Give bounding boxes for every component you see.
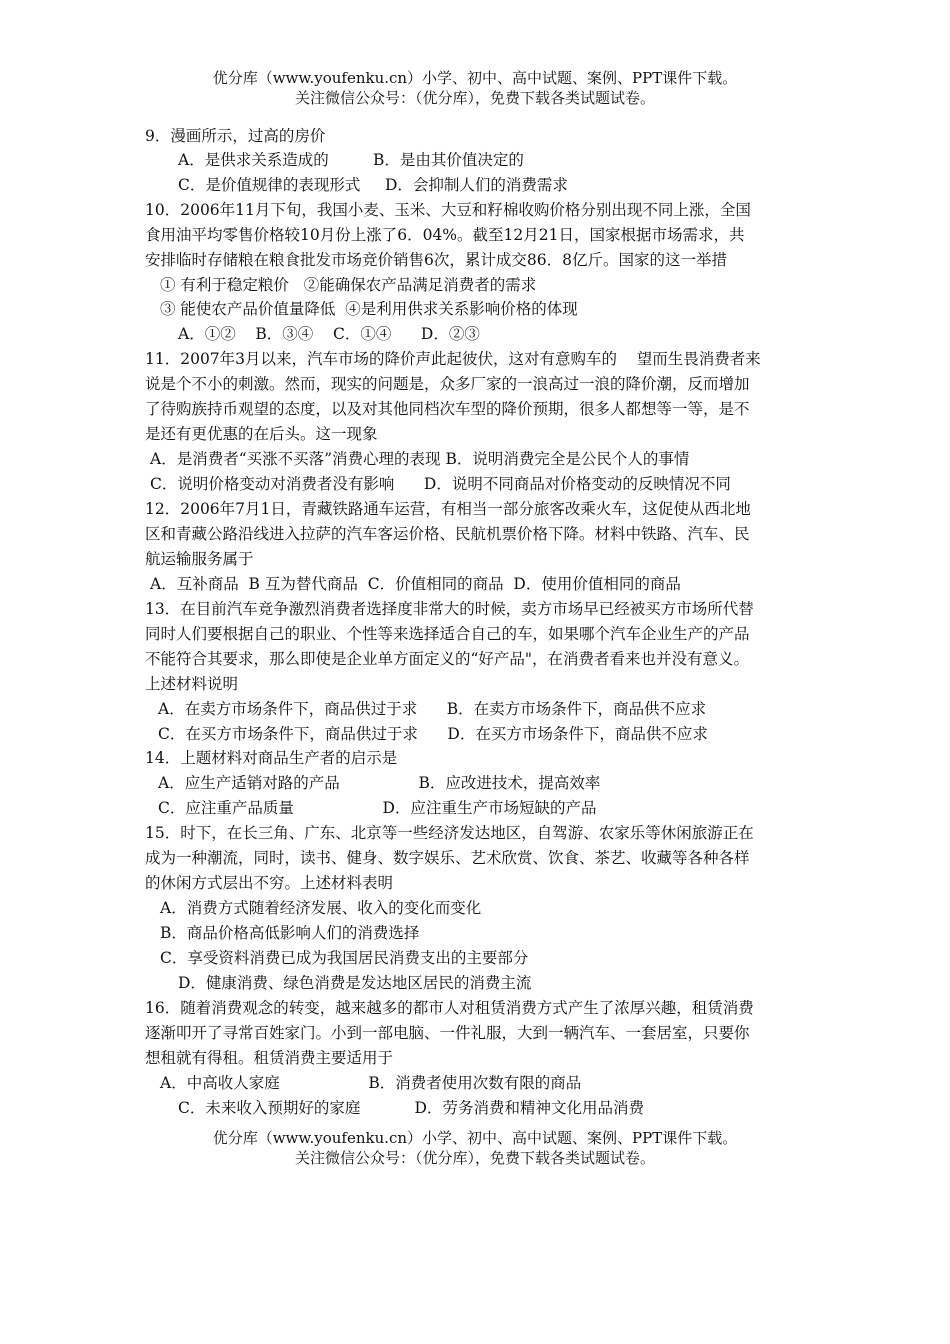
q15-stem-3: 的休闲方式层出不穷。上述材料表明 — [145, 874, 394, 892]
q16-stem-3: 想租就有得租。租赁消费主要适用于 — [145, 1049, 394, 1067]
q10-options: A．①② B．③④ C．①④ D．②③ — [178, 325, 480, 343]
header-line-2: 关注微信公众号：（优分库），免费下载各类试题试卷。 — [294, 89, 655, 107]
q11-stem-1: 11．2007年3月以来，汽车市场的降价声此起彼伏，这对有意购车的 望而生畏消费者来 — [145, 350, 761, 368]
q9-options-cd: C．是价值规律的表现形式 D．会抑制人们的消费需求 — [178, 176, 568, 194]
q13-stem-1: 13．在目前汽车竞争激烈消费者选择度非常大的时候，卖方市场早已经被买方市场所代替 — [145, 600, 754, 618]
q15-stem-1: 15．时下，在长三角、广东、北京等一些经济发达地区，自驾游、农家乐等休闲旅游正在 — [145, 824, 754, 842]
q15-option-c: C．享受资料消费已成为我国居民消费支出的主要部分 — [160, 949, 529, 967]
q15-stem-2: 成为一种潮流，同时，读书、健身、数字娱乐、艺术欣赏、饮食、茶艺、收藏等各种各样 — [145, 849, 750, 867]
page-header — [0, 68, 950, 108]
q15-option-d: D．健康消费、绿色消费是发达地区居民的消费主流 — [178, 974, 532, 992]
header-line-1: 优分库（www.youfenku.cn）小学、初中、高中试题、案例、PPT课件下载。 — [212, 69, 738, 87]
q12-options: A．互补商品 B 互为替代商品 C．价值相同的商品 D．使用价值相同的商品 — [150, 575, 681, 593]
q15-option-a: A．消费方式随着经济发展、收入的变化而变化 — [160, 899, 482, 917]
footer-line-1: 优分库（www.youfenku.cn）小学、初中、高中试题、案例、PPT课件下载。 — [212, 1129, 738, 1147]
q11-stem-4: 是还有更优惠的在后头。这一现象 — [145, 425, 378, 443]
q10-stem-2: 食用油平均零售价格较10月份上涨了6．04%。截至12月21日，国家根据市场需求，共 — [145, 226, 745, 244]
q11-stem-3: 了待购族持币观望的态度，以及对其他同档次车型的降价预期，很多人都想等一等，是不 — [145, 400, 750, 418]
q14-stem: 14．上题材料对商品生产者的启示是 — [145, 749, 398, 767]
q10-stem-3: 安排临时存储粮在粮食批发市场竞价销售6次，累计成交86．8亿斤。国家的这一举措 — [145, 251, 727, 269]
q16-options-ab: A．中高收人家庭 B．消费者使用次数有限的商品 — [160, 1074, 582, 1092]
footer-line-2: 关注微信公众号：（优分库），免费下载各类试题试卷。 — [294, 1149, 655, 1167]
q13-stem-2: 同时人们要根据自己的职业、个性等来选择适合自己的车，如果哪个汽车企业生产的产品 — [145, 625, 750, 643]
q14-options-cd: C．应注重产品质量 D．应注重生产市场短缺的产品 — [158, 799, 597, 817]
q9-options-ab: A．是供求关系造成的 B．是由其价值决定的 — [178, 151, 524, 169]
q13-options-ab: A．在卖方市场条件下，商品供过于求 B．在卖方市场条件下，商品供不应求 — [158, 700, 707, 718]
q16-options-cd: C．未来收入预期好的家庭 D．劳务消费和精神文化用品消费 — [178, 1099, 644, 1117]
q12-stem-2: 区和青藏公路沿线进入拉萨的汽车客运价格、民航机票价格下降。材料中铁路、汽车、民 — [145, 525, 750, 543]
q16-stem-2: 逐渐叩开了寻常百姓家门。小到一部电脑、一件礼服，大到一辆汽车、一套居室，只要你 — [145, 1024, 750, 1042]
q13-stem-3: 不能符合其要求，那么即使是企业单方面定义的“好产品"，在消费者看来也并没有意义。 — [145, 650, 750, 668]
page-footer — [0, 1128, 950, 1168]
q11-options-cd: C．说明价格变动对消费者没有影响 D．说明不同商品对价格变动的反映情况不同 — [150, 475, 731, 493]
q12-stem-3: 航运输服务属于 — [145, 550, 254, 568]
q14-options-ab: A．应生产适销对路的产品 B．应改进技术，提高效率 — [158, 774, 601, 792]
q11-options-ab: A．是消费者“买涨不买落”消费心理的表现 B．说明消费完全是公民个人的事情 — [150, 450, 690, 468]
q10-statements-34: ③ 能使农产品价值量降低 ④是利用供求关系影响价格的体现 — [160, 300, 578, 318]
q10-statements-12: ① 有利于稳定粮价 ②能确保农产品满足消费者的需求 — [160, 276, 537, 294]
q12-stem-1: 12．2006年7月1日，青藏铁路通车运营，有相当一部分旅客改乘火车，这促使从西北地 — [145, 500, 751, 518]
q11-stem-2: 说是个不小的刺激。然而，现实的问题是，众多厂家的一浪高过一浪的降价潮，反而增加 — [145, 375, 750, 393]
q13-options-cd: C．在买方市场条件下，商品供过于求 D．在买方市场条件下，商品供不应求 — [158, 725, 708, 743]
q10-stem-1: 10．2006年11月下旬，我国小麦、玉米、大豆和籽棉收购价格分别出现不同上涨，全国 — [145, 201, 751, 219]
q16-stem-1: 16．随着消费观念的转变，越来越多的都市人对租赁消费方式产生了浓厚兴趣，租赁消费 — [145, 999, 754, 1017]
q9-stem: 9．漫画所示，过高的房价 — [145, 127, 326, 145]
q13-stem-4: 上述材料说明 — [145, 675, 239, 693]
q15-option-b: B．商品价格高低影响人们的消费选择 — [160, 924, 420, 942]
